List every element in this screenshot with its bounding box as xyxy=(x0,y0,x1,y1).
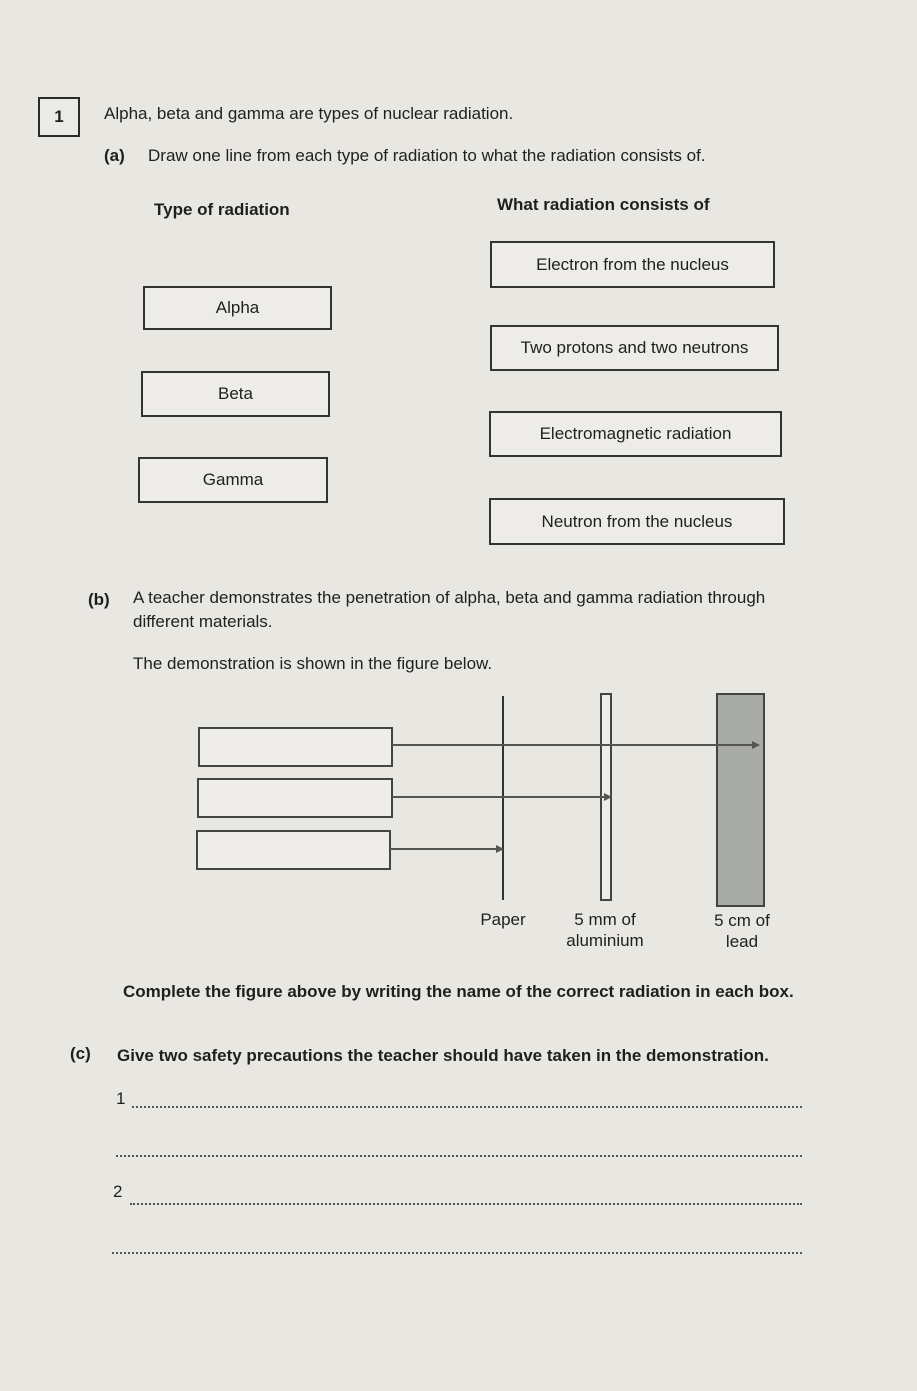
part-c-label: (c) xyxy=(70,1044,91,1063)
lead-label-line2: lead xyxy=(725,932,759,951)
radiation-answer-box-3[interactable] xyxy=(197,831,390,869)
radiation-answer-box-1[interactable] xyxy=(199,728,392,766)
figure-intro: The demonstration is shown in the figure below. xyxy=(133,654,493,673)
part-a-instruction: Draw one line from each type of radiation to what the radiation consists of. xyxy=(148,146,706,165)
consists-of-box-electron[interactable]: Electron from the nucleus xyxy=(490,241,775,288)
answer-line-2[interactable] xyxy=(130,1203,802,1205)
radiation-type-box-alpha[interactable]: Alpha xyxy=(143,286,332,330)
consists-of-box-protons-neutrons[interactable]: Two protons and two neutrons xyxy=(490,325,779,371)
answer-line-2-continued[interactable] xyxy=(112,1252,802,1254)
part-b-line1: A teacher demonstrates the penetration of alpha, beta and gamma radiation through xyxy=(133,588,766,607)
part-b-label: (b) xyxy=(88,590,110,609)
answer-number-2: 2 xyxy=(113,1182,123,1201)
radiation-type-box-gamma[interactable]: Gamma xyxy=(138,457,328,503)
aluminium-label-line1: 5 mm of xyxy=(574,910,636,929)
lead-label-line1: 5 cm of xyxy=(714,911,770,930)
aluminium-label-line2: aluminium xyxy=(566,931,644,950)
radiation-answer-box-2[interactable] xyxy=(198,779,392,817)
consists-of-box-electromagnetic[interactable]: Electromagnetic radiation xyxy=(489,411,782,457)
what-radiation-consists-of-heading: What radiation consists of xyxy=(497,195,710,214)
lead-barrier xyxy=(717,694,764,906)
part-c-instruction: Give two safety precautions the teacher should have taken in the demonstration. xyxy=(117,1046,769,1065)
part-b-line2: different materials. xyxy=(133,612,273,631)
answer-line-1[interactable] xyxy=(132,1106,802,1108)
paper-label: Paper xyxy=(480,910,526,929)
answer-line-1-continued[interactable] xyxy=(116,1155,802,1157)
type-of-radiation-heading: Type of radiation xyxy=(154,200,290,219)
question-intro: Alpha, beta and gamma are types of nuclear radiation. xyxy=(104,104,514,123)
part-a-label: (a) xyxy=(104,146,125,165)
radiation-type-box-beta[interactable]: Beta xyxy=(141,371,330,417)
answer-number-1: 1 xyxy=(116,1089,126,1108)
consists-of-box-neutron[interactable]: Neutron from the nucleus xyxy=(489,498,785,545)
question-number: 1 xyxy=(38,97,80,137)
part-b-instruction: Complete the figure above by writing the name of the correct radiation in each box. xyxy=(123,982,794,1001)
